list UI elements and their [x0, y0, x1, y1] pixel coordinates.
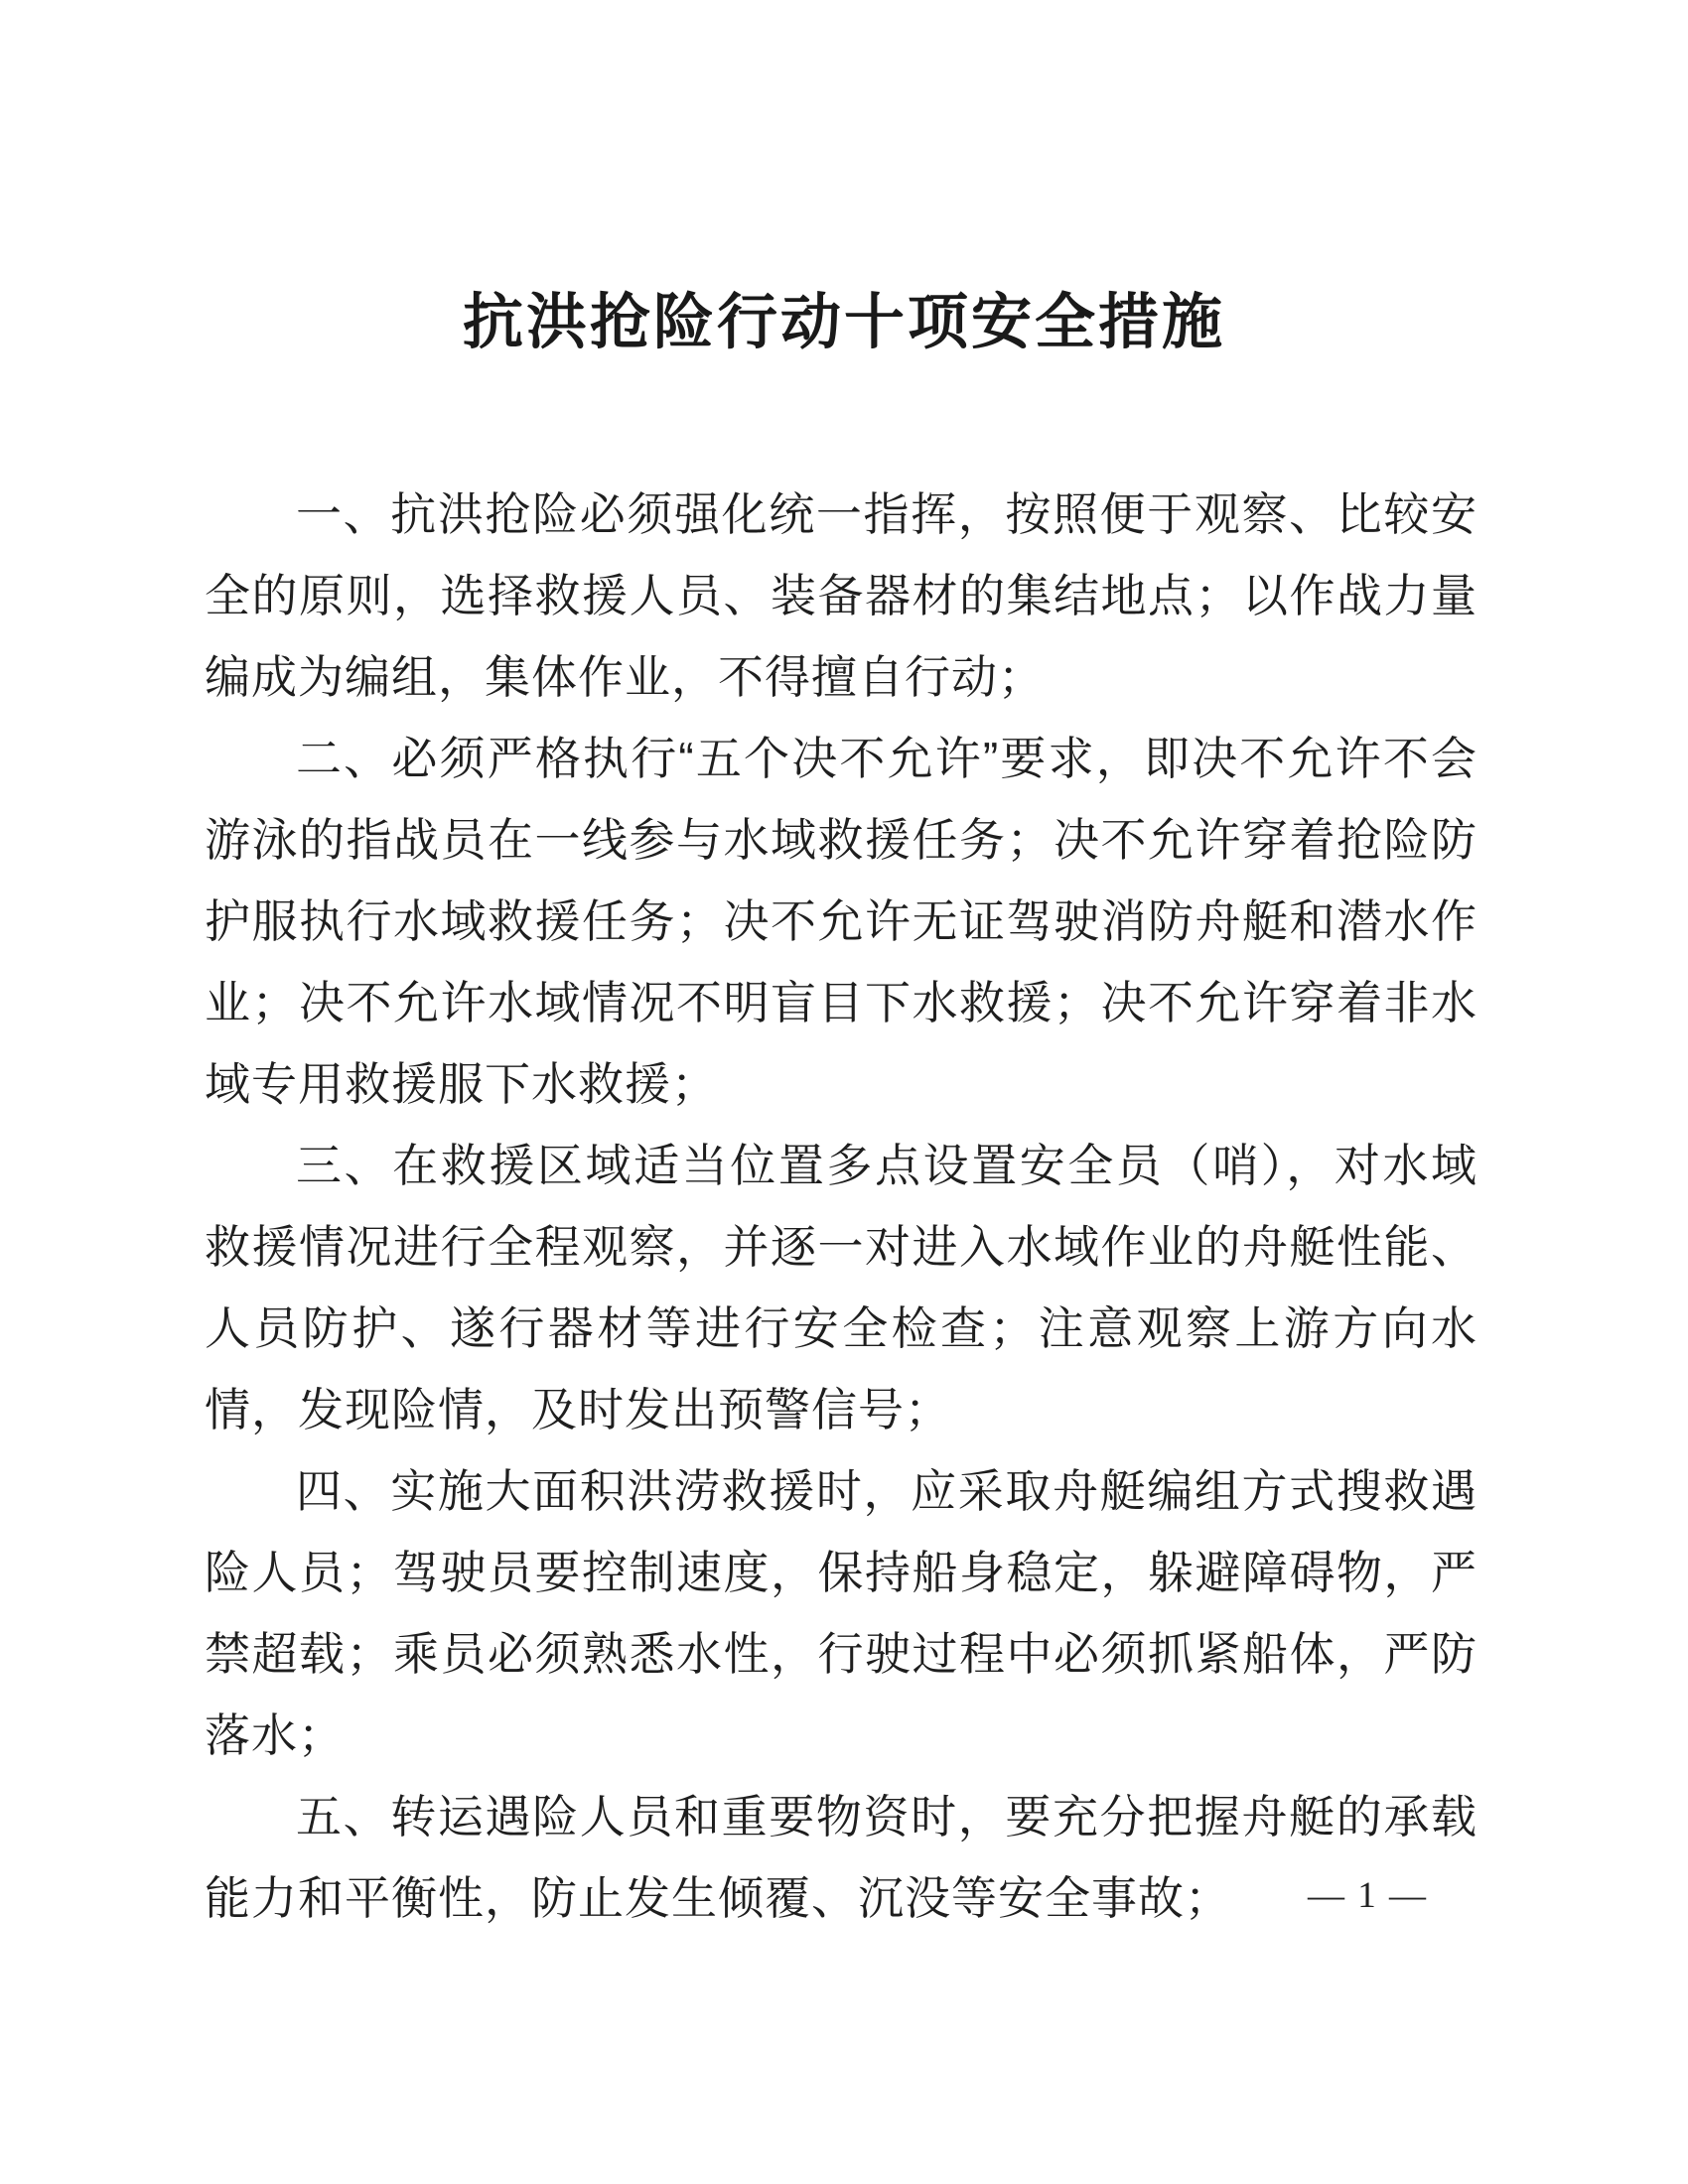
- paragraph-measure-1: 一、抗洪抢险必须强化统一指挥，按照便于观察、比较安全的原则，选择救援人员、装备器材的集结地点；以作战力量编成为编组，集体作业，不得擅自行动；: [205, 488, 1477, 704]
- paragraph-measure-5: 五、转运遇险人员和重要物资时，要充分把握舟艇的承载能力和平衡性，防止发生倾覆、沉没等安全事故；: [205, 1791, 1477, 1925]
- page-number: — 1 —: [1308, 1875, 1428, 1916]
- paragraph-measure-4: 四、实施大面积洪涝救援时，应采取舟艇编组方式搜救遇险人员；驾驶员要控制速度，保持船身稳定，躲避障碍物，严禁超载；乘员必须熟悉水性，行驶过程中必须抓紧船体，严防落水；: [205, 1465, 1477, 1762]
- paragraph-measure-3: 三、在救援区域适当位置多点设置安全员（哨），对水域救援情况进行全程观察，并逐一对进入水域作业的舟艇性能、人员防护、遂行器材等进行安全检查；注意观察上游方向水情，发现险情，及时发出预警信号；: [205, 1140, 1477, 1436]
- paragraph-measure-2: 二、必须严格执行“五个决不允许”要求，即决不允许不会游泳的指战员在一线参与水域救援任务；决不允许穿着抢险防护服执行水域救援任务；决不允许无证驾驶消防舟艇和潜水作业；决不允许水域情况不明盲目下水救援；决不允许穿着非水域专用救援服下水救援；: [205, 733, 1477, 1111]
- document-title: 抗洪抢险行动十项安全措施: [462, 288, 1225, 355]
- document-body: [205, 474, 1477, 1939]
